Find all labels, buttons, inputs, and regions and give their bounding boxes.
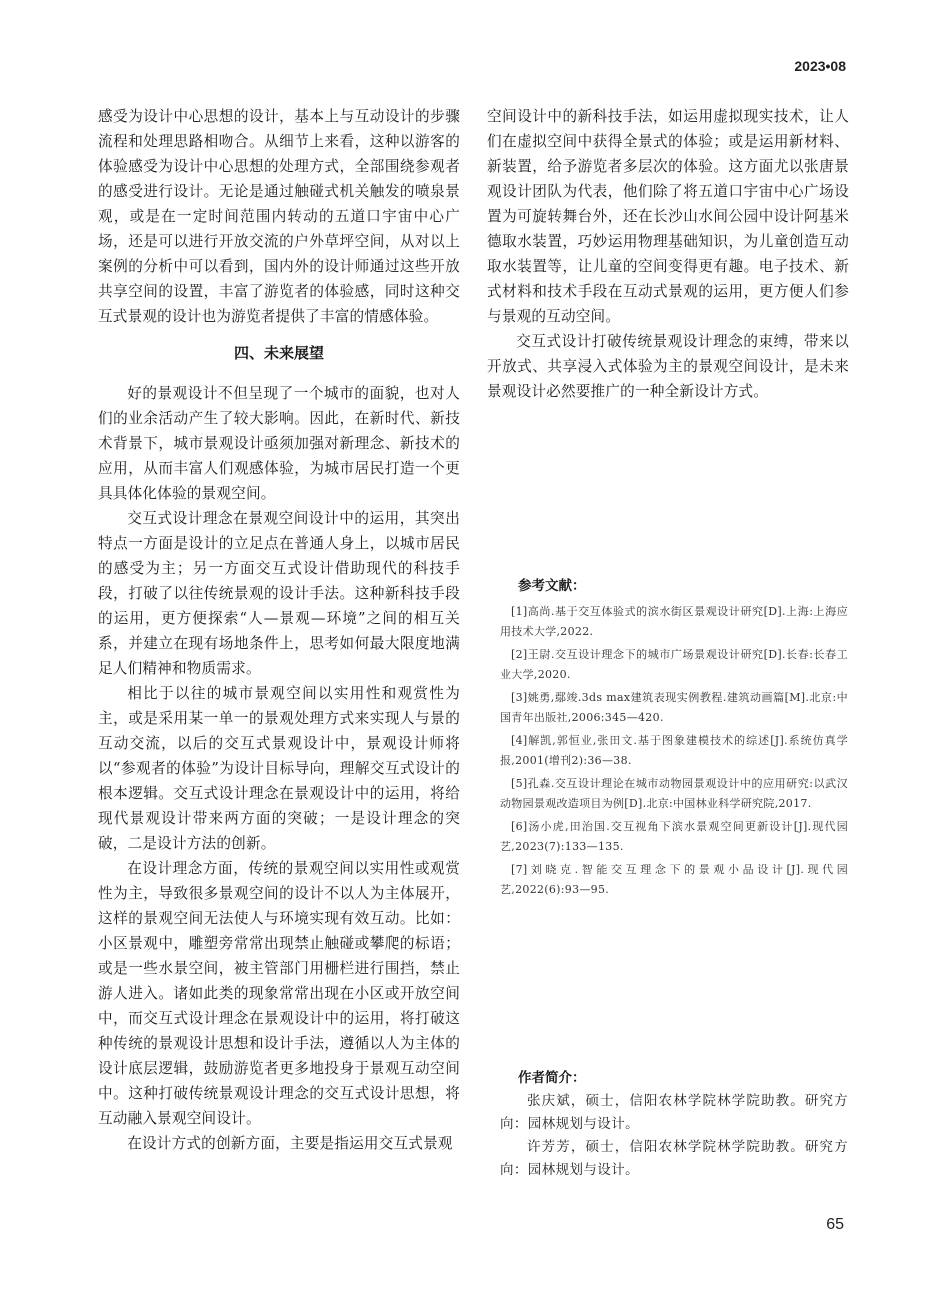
paragraph: 在设计方式的创新方面，主要是指运用交互式景观: [127, 1135, 453, 1152]
reference-item: [5]孔森.交互设计理论在城市动物园景观设计中的应用研究:以武汉动物园景观改造项目为例[D].北京:中国林业科学研究院,2017.: [500, 777, 848, 810]
paragraph: 在设计理念方面，传统的景观空间以实用性或观赏性为主，导致很多景观空间的设计不以人为主体展开，这样的景观空间无法使人与环境实现有效互动。比如：小区景观中，雕塑旁常常出现禁止触碰或攀爬的标语；或是一些水景空间，被主管部门用栅栏进行围挡，禁止游人进入。诸如此类的现象常常出现在小区或开放空间中，而交互式设计理念在景观设计中的运用，将打破这种传统的景观设计思想和设计手法，遵循以人为主体的设计底层逻辑，鼓励游览者更多地投身于景观互动空间中。这种打破传统景观设计理念的交互式设计思想，将互动融入景观空间设计。: [98, 860, 460, 1127]
author-bio: 许芳芳，硕士，信阳农林学院林学院助教。研究方向：园林规划与设计。: [500, 1139, 848, 1178]
author-bio: 张庆斌，硕士，信阳农林学院林学院助教。研究方向：园林规划与设计。: [500, 1093, 848, 1132]
reference-item: [2]王尉.交互设计理念下的城市广场景观设计研究[D].长春:长春工业大学,2020.: [500, 648, 848, 681]
paragraph: 交互式设计理念在景观空间设计中的运用，其突出特点一方面是设计的立足点在普通人身上，以城市居民的感受为主；另一方面交互式设计借助现代的科技手段，打破了以往传统景观的设计手法。这种新科技手段的运用，更方便探索“人—景观—环境”之间的相互关系，并建立在现有场地条件上，思考如何最大限度地满足人们精神和物质需求。: [98, 510, 460, 677]
section-heading: 四、未来展望: [233, 345, 324, 362]
paragraph: 好的景观设计不但呈现了一个城市的面貌，也对人们的业余活动产生了较大影响。因此，在新时代、新技术背景下，城市景观设计亟须加强对新理念、新技术的应用，从而丰富人们观感体验，为城市居民打造一个更具具体化体验的景观空间。: [98, 385, 460, 502]
reference-item: [1]高尚.基于交互体验式的滨水街区景观设计研究[D].上海:上海应用技术大学,2022.: [500, 605, 848, 638]
author-section: [500, 1066, 848, 1182]
references-heading: 参考文献：: [518, 578, 586, 593]
issue-label: 2023•08: [794, 58, 846, 74]
reference-item: [4]解凯,郭恒业,张田文.基于图象建模技术的综述[J].系统仿真学报,2001(增刊2):36—38.: [500, 734, 848, 767]
paragraph: 感受为设计中心思想的设计，基本上与互动设计的步骤流程和处理思路相吻合。从细节上来看，这种以游客的体验感受为设计中心思想的处理方式，全部围绕参观者的感受进行设计。无论是通过触碰式机关触发的喷泉景观，或是在一定时间范围内转动的五道口宇宙中心广场，还是可以进行开放交流的户外草坪空间，从对以上案例的分析中可以看到，国内外的设计师通过这些开放共享空间的设置，丰富了游览者的体验感，同时这种交互式景观的设计也为游览者提供了丰富的情感体验。: [98, 108, 460, 325]
right-column: [487, 104, 849, 404]
left-column: [98, 104, 460, 1156]
reference-item: [3]姚勇,鄢竣.3ds max建筑表现实例教程.建筑动画篇[M].北京:中国青年出版社,2006:345—420.: [500, 691, 848, 724]
paragraph: 空间设计中的新科技手法，如运用虚拟现实技术，让人们在虚拟空间中获得全景式的体验；或是运用新材料、新装置，给予游览者多层次的体验。这方面尤以张唐景观设计团队为代表，他们除了将五道口宇宙中心广场设置为可旋转舞台外，还在长沙山水间公园中设计阿基米德取水装置，巧妙运用物理基础知识，为儿童创造互动取水装置等，让儿童的空间变得更有趣。电子技术、新式材料和技术手段在互动式景观的运用，更方便人们参与景观的互动空间。: [487, 108, 849, 325]
paragraph: 交互式设计打破传统景观设计理念的束缚，带来以开放式、共享浸入式体验为主的景观空间设计，是未来景观设计必然要推广的一种全新设计方式。: [487, 333, 849, 400]
reference-item: [7]刘晓克.智能交互理念下的景观小品设计[J].现代园艺,2022(6):93—95.: [500, 863, 848, 896]
references-section: [500, 574, 848, 903]
page-number: 65: [826, 1216, 844, 1233]
reference-item: [6]汤小虎,田治国.交互视角下滨水景观空间更新设计[J].现代园艺,2023(7):133—135.: [500, 820, 848, 853]
paragraph: 相比于以往的城市景观空间以实用性和观赏性为主，或是采用某一单一的景观处理方式来实现人与景的互动交流，以后的交互式景观设计中，景观设计师将以“参观者的体验”为设计目标导向，理解交互式设计的根本逻辑。交互式设计理念在景观设计中的运用，将给现代景观设计带来两方面的突破；一是设计理念的突破，二是设计方法的创新。: [98, 685, 460, 852]
author-heading: 作者简介：: [518, 1070, 586, 1085]
